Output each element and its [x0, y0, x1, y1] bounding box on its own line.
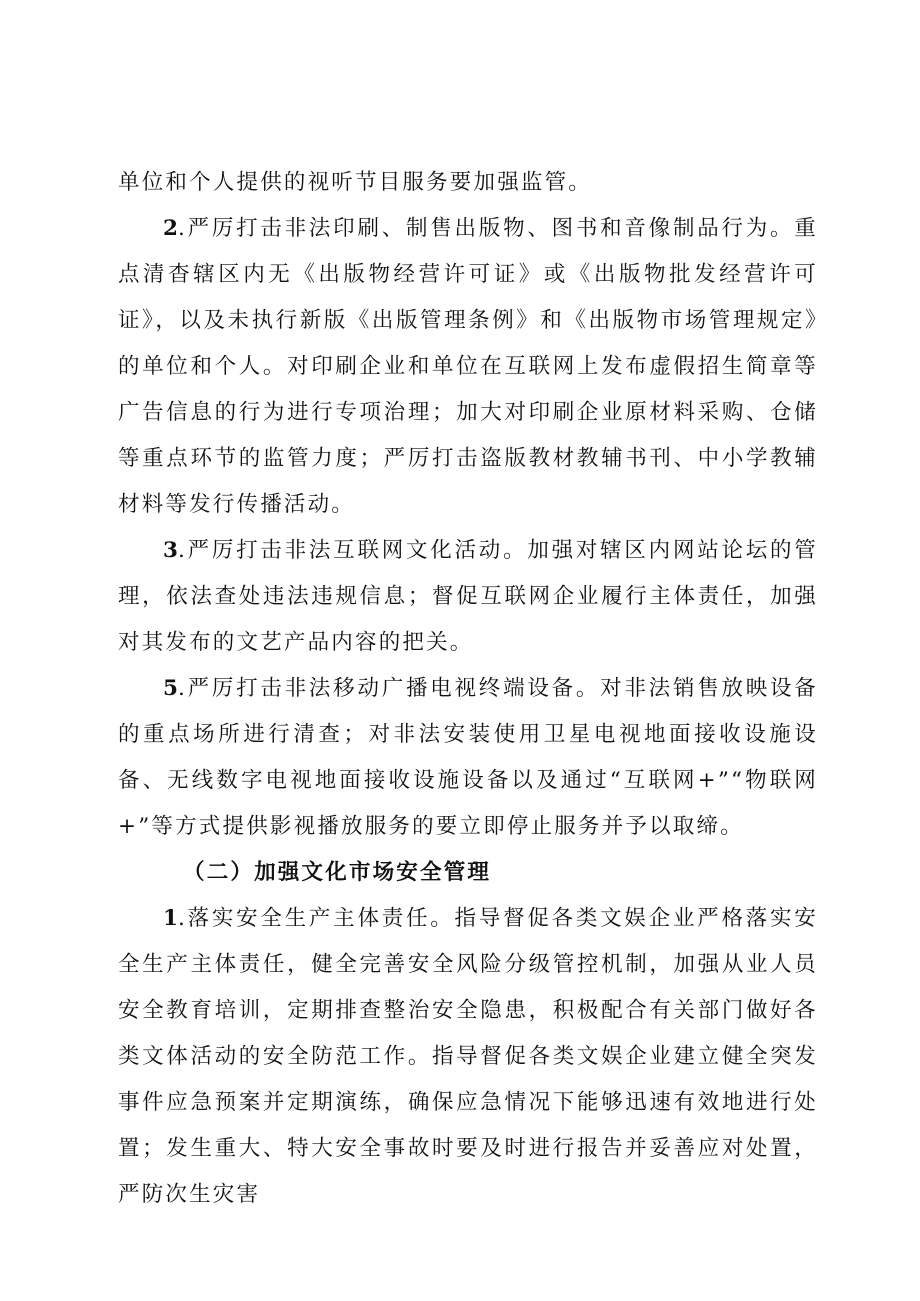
paragraph-continuation: [118, 160, 818, 206]
item-number: 2: [163, 216, 178, 241]
paragraph-item-3: [118, 528, 818, 666]
item-number: 3: [163, 538, 178, 563]
paragraph-text: .落实安全生产主体责任。指导督促各类文娱企业严格落实安全生产主体责任，健全完善安全风险分级管控机制，加强从业人员安全教育培训，定期排查整治安全隐患，积极配合有关部门做好各类文体活动的安全防范工作。指导督促各类文娱企业建立健全突发事件应急预案并定期演练，确保应急情况下能够迅速有效地进行处置；发生重大、特大安全事故时要及时进行报告并妥善应对处置，严防次生灾害: [118, 906, 818, 1207]
paragraph-text: .严厉打击非法移动广播电视终端设备。对非法销售放映设备的重点场所进行清查；对非法安装使用卫星电视地面接收设施设备、无线数字电视地面接收设施设备以及通过“互联网+”“物联网+”等方式提供影视播放服务的要立即停止服务并予以取缔。: [118, 676, 818, 839]
item-number: 1: [163, 906, 178, 931]
paragraph-text: 单位和个人提供的视听节目服务要加强监管。: [118, 170, 593, 195]
item-number: 5: [163, 676, 178, 701]
paragraph-text: .严厉打击非法印刷、制售出版物、图书和音像制品行为。重点清杳辖区内无《出版物经营许可证》或《出版物批发经营许可证》，以及未执行新版《出版管理条例》和《出版物市场管理规定》的单位和个人。对印刷企业和单位在互联网上发布虚假招生简章等广告信息的行为进行专项治理；加大对印刷企业原材料采购、仓储等重点环节的监管力度；严厉打击盗版教材教辅书刊、中小学教辅材料等发行传播活动。: [118, 216, 818, 517]
paragraph-item-1: [118, 896, 818, 1218]
section-heading: （二）加强文化市场安全管理: [183, 860, 492, 885]
paragraph-text: .严厉打击非法互联网文化活动。加强对辖区内网站论坛的管理，依法查处违法违规信息；督促互联网企业履行主体责任，加强对其发布的文艺产品内容的把关。: [118, 538, 818, 655]
paragraph-item-5: [118, 666, 818, 850]
paragraph-item-2: [118, 206, 818, 528]
document-body: [118, 160, 818, 1218]
